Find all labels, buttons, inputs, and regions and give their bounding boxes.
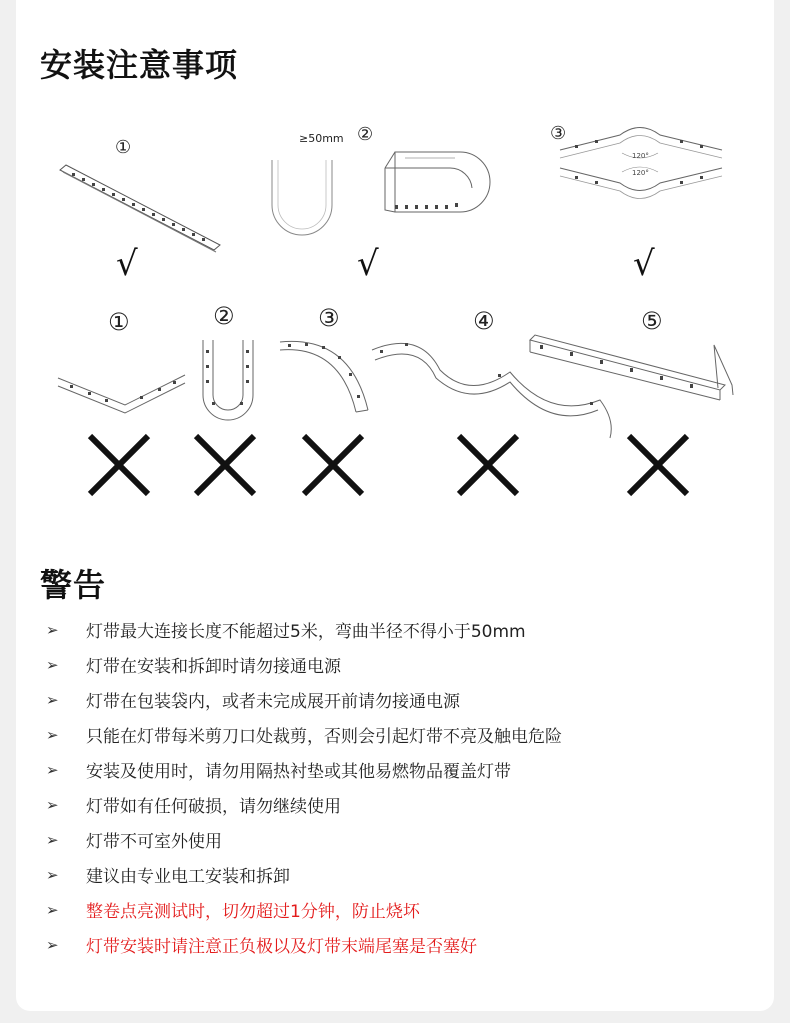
correct-fig-3-number: ③ — [550, 123, 567, 144]
warning-item-text: 灯带在安装和拆卸时请勿接通电源 — [86, 657, 341, 677]
check-mark-2: √ — [357, 244, 379, 284]
bullet-arrow-icon: ➢ — [46, 900, 59, 919]
bullet-arrow-icon: ➢ — [46, 725, 59, 744]
correct-fig-1-number: ① — [115, 137, 132, 158]
warning-item — [40, 927, 562, 962]
correct-fig-2-number: ② — [357, 124, 374, 145]
wrong-fig-1-number: ① — [108, 308, 130, 336]
wrong-fig-3-number: ③ — [318, 304, 340, 332]
angle-label-top: 120° — [632, 152, 649, 160]
warning-item-text: 灯带安装时请注意正负极以及灯带末端尾塞是否塞好 — [86, 937, 477, 957]
wrong-mark-3 — [304, 436, 362, 494]
warning-item-text: 安装及使用时，请勿用隔热衬垫或其他易燃物品覆盖灯带 — [86, 762, 511, 782]
warning-item — [40, 822, 562, 857]
warning-item-text: 建议由专业电工安装和拆卸 — [86, 867, 290, 887]
warning-item — [40, 752, 562, 787]
check-mark-3: √ — [633, 244, 655, 284]
bullet-arrow-icon: ➢ — [46, 865, 59, 884]
warning-item — [40, 612, 562, 647]
check-mark-1: √ — [116, 244, 138, 284]
warning-list — [40, 612, 562, 962]
angle-label-bottom: 120° — [632, 169, 649, 177]
bullet-arrow-icon: ➢ — [46, 760, 59, 779]
warning-item — [40, 682, 562, 717]
warning-item — [40, 787, 562, 822]
bullet-arrow-icon: ➢ — [46, 830, 59, 849]
bullet-arrow-icon: ➢ — [46, 795, 59, 814]
bullet-arrow-icon: ➢ — [46, 690, 59, 709]
wrong-mark-4 — [459, 436, 517, 494]
warning-item — [40, 717, 562, 752]
warning-item-text: 灯带不可室外使用 — [86, 832, 222, 852]
bullet-arrow-icon: ➢ — [46, 655, 59, 674]
wrong-mark-5 — [629, 436, 687, 494]
wrong-fig-2-tight-bend — [203, 340, 253, 420]
wrong-fig-2-number: ② — [213, 302, 235, 330]
dimension-label: ≥50mm — [299, 132, 344, 145]
bullet-arrow-icon: ➢ — [46, 935, 59, 954]
wrong-fig-4-twisted — [372, 343, 611, 438]
warning-title: 警告 — [40, 566, 107, 604]
warning-item-text: 只能在灯带每米剪刀口处裁剪，否则会引起灯带不亮及触电危险 — [86, 727, 562, 747]
wrong-fig-5-folded — [530, 335, 733, 400]
wrong-mark-1 — [90, 436, 148, 494]
correct-fig-1-straight-strip — [60, 137, 220, 252]
warning-item — [40, 647, 562, 682]
warning-item-text: 整卷点亮测试时，切勿超过1分钟，防止烧坏 — [86, 902, 420, 922]
correct-fig-2-bend — [272, 124, 490, 235]
wrong-mark-2 — [196, 436, 254, 494]
wrong-fig-5-number: ⑤ — [641, 307, 663, 335]
warning-item-text: 灯带在包装袋内，或者未完成展开前请勿接通电源 — [86, 692, 460, 712]
wrong-fig-4-number: ④ — [473, 307, 495, 335]
warning-item — [40, 857, 562, 892]
correct-fig-3-corner — [550, 123, 722, 199]
warning-item — [40, 892, 562, 927]
wrong-fig-1-sharp-bend — [58, 375, 185, 413]
warning-item-text: 灯带最大连接长度不能超过5米，弯曲半径不得小于50mm — [86, 622, 526, 642]
wrong-fig-3-side-bend — [280, 341, 368, 412]
install-notes-title: 安装注意事项 — [40, 46, 239, 84]
warning-item-text: 灯带如有任何破损，请勿继续使用 — [86, 797, 341, 817]
bullet-arrow-icon: ➢ — [46, 620, 59, 639]
